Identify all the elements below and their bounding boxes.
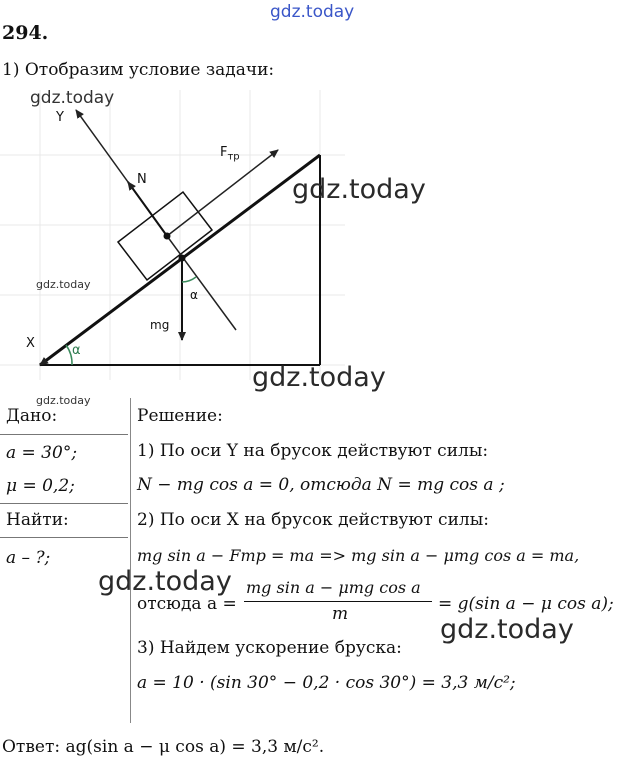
y-axis-extension <box>167 236 236 330</box>
answer-line: Ответ: ag(sin a − μ cos a) = 3,3 м/с². <box>2 737 325 757</box>
find-title: Найти: <box>6 510 69 530</box>
watermark-solution-mid: gdz.today <box>98 566 232 597</box>
friction-force-label <box>220 145 240 163</box>
fraction-bar <box>244 601 432 602</box>
watermark-fig-left-small: gdz.today <box>36 278 91 291</box>
friction-label-main: F <box>220 145 228 160</box>
solution-line4: mg sin a − Fтр = ma => mg sin a − μmg cos a = ma, <box>137 546 580 565</box>
solution-line5-pre: отсюда a = <box>137 594 237 614</box>
step1-heading: 1) Отобразим условие задачи: <box>2 60 275 80</box>
friction-label-sub: тр <box>227 151 240 163</box>
solution-line7: a = 10 · (sin 30° − 0,2 · cos 30°) = 3,3 м/с²; <box>137 673 516 693</box>
find-value: a – ?; <box>6 548 51 568</box>
angle-arc-mid <box>182 277 196 282</box>
fraction-numerator: mg sin a − μmg cos a <box>246 578 421 597</box>
given-underline <box>0 434 128 435</box>
x-axis-label: X <box>26 336 35 351</box>
block-center-dot <box>164 233 171 240</box>
y-axis-label: Y <box>56 110 64 125</box>
alpha-mid-label: α <box>190 288 198 302</box>
problem-number: 294. <box>2 22 49 44</box>
normal-force-label: N <box>137 172 147 187</box>
solution-title: Решение: <box>137 406 223 426</box>
x-axis-arrow <box>40 258 182 365</box>
gravity-label: mg <box>150 318 170 332</box>
watermark-solution-right: gdz.today <box>440 614 574 645</box>
fraction-denominator: m <box>332 604 349 624</box>
watermark-fig-right: gdz.today <box>292 174 426 205</box>
solution-line6: 3) Найдем ускорение бруска: <box>137 638 402 658</box>
watermark-fig-top-left: gdz.today <box>30 88 115 108</box>
given-mu: μ = 0,2; <box>6 476 75 496</box>
find-separator <box>0 503 128 504</box>
solution-line3: 2) По оси X на брусок действуют силы: <box>137 510 489 530</box>
given-angle: a = 30°; <box>6 443 78 463</box>
given-title: Дано: <box>6 406 58 426</box>
watermark-fig-bottom: gdz.today <box>252 362 386 393</box>
contact-dot <box>179 255 186 262</box>
alpha-base-label: α <box>72 343 81 358</box>
solution-line5-post: = g(sin a − μ cos a); <box>438 594 614 614</box>
watermark-fig-bottom-small: gdz.today <box>36 394 91 407</box>
incline-figure <box>0 86 618 396</box>
watermark-top: gdz.today <box>270 2 355 22</box>
grid-lines <box>0 90 345 380</box>
solution-line1: 1) По оси Y на брусок действуют силы: <box>137 441 489 461</box>
find-underline <box>0 537 128 538</box>
given-solution-divider <box>130 398 131 723</box>
solution-line2: N − mg cos a = 0, отсюда N = mg cos a ; <box>137 475 505 495</box>
